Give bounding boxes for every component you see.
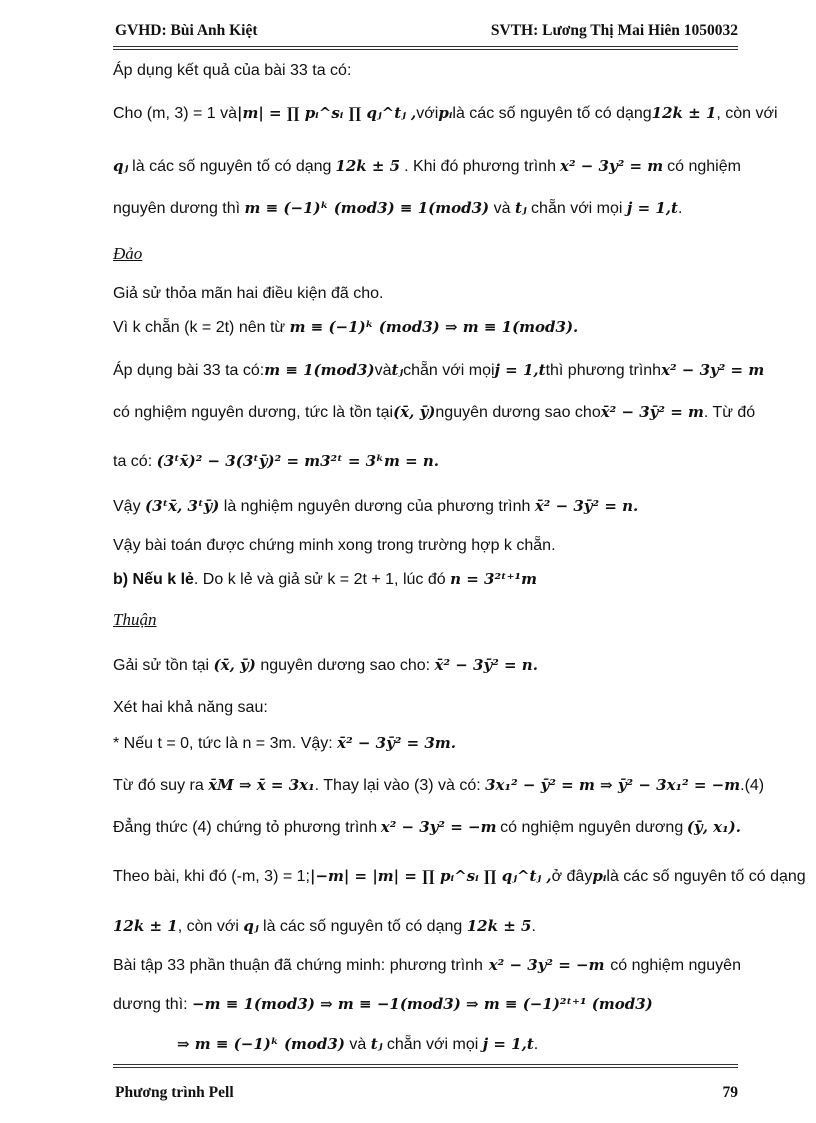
- formula: 3x₁² − ȳ² = m ⇒ ȳ² − 3x₁² = −m: [485, 776, 741, 794]
- formula: −m ≡ 1(mod3) ⇒ m ≡ −1(mod3) ⇒ m ≡ (−1)²ᵗ⁺¹ (mod3): [192, 995, 653, 1013]
- formula: (ȳ, x₁).: [686, 818, 741, 836]
- formula: |m| = ∏ pᵢ^sᵢ ∏ qⱼ^tⱼ ,: [237, 104, 417, 122]
- formula: 12k ± 1: [113, 917, 178, 935]
- formula: x̄² − 3ȳ² = m: [600, 403, 704, 421]
- text-line: Vì k chẵn (k = 2t) nên từ m ≡ (−1)ᵏ (mod3) ⇒ m ≡ 1(mod3).: [113, 318, 579, 336]
- text-line: ⇒ m ≡ (−1)ᵏ (mod3) và tⱼ chẵn với mọi j = 1,t.: [177, 1035, 539, 1053]
- formula: pᵢ: [592, 867, 607, 885]
- text-line: Cho (m, 3) = 1 và |m| = ∏ pᵢ^sᵢ ∏ qⱼ^tⱼ , với pᵢ là các số nguyên tố có dạng 12k ± 1 , còn với: [113, 104, 778, 122]
- formula: (3ᵗx̄, 3ᵗȳ): [145, 497, 220, 515]
- formula: (3ᵗx̄)² − 3(3ᵗȳ)² = m3²ᵗ = 3ᵏm = n.: [156, 452, 439, 470]
- formula: x² − 3y² = −m: [488, 956, 605, 974]
- formula: n = 3²ᵗ⁺¹m: [450, 570, 537, 588]
- header-advisor: GVHD: Bùi Anh Kiệt: [115, 22, 258, 39]
- formula: tⱼ: [391, 361, 404, 379]
- text-line: Đẳng thức (4) chứng tỏ phương trình x² − 3y² = −m có nghiệm nguyên dương (ȳ, x₁).: [113, 818, 741, 836]
- text-line: Theo bài, khi đó (-m, 3) = 1; |−m| = |m| = ∏ pᵢ^sᵢ ∏ qⱼ^tⱼ , ở đây pᵢ là các số nguyên tố có dạng: [113, 867, 806, 885]
- text-line: nguyên dương thì m ≡ (−1)ᵏ (mod3) ≡ 1(mod3) và tⱼ chẵn với mọi j = 1,t.: [113, 199, 683, 217]
- page-number: 79: [722, 1084, 738, 1101]
- text-line: 12k ± 1, còn với qⱼ là các số nguyên tố có dạng 12k ± 5.: [113, 917, 536, 935]
- formula: 12k ± 1: [651, 104, 717, 122]
- text-line: Gải sử tồn tại (x̄, ȳ) nguyên dương sao cho: x̄² − 3ȳ² = n.: [113, 656, 538, 674]
- formula: 12k ± 5: [335, 157, 401, 175]
- formula: x̄² − 3ȳ² = n.: [534, 497, 639, 515]
- text-line: có nghiệm nguyên dương, tức là tồn tại (x̄, ȳ) nguyên dương sao cho x̄² − 3ȳ² = m . Từ đó: [113, 403, 756, 421]
- text-line: Xét hai khả năng sau:: [113, 699, 268, 716]
- text-line: ta có: (3ᵗx̄)² − 3(3ᵗȳ)² = m3²ᵗ = 3ᵏm = n.: [113, 452, 439, 470]
- formula: (x̄, ȳ): [213, 656, 256, 674]
- footer-rule-2: [113, 1067, 738, 1068]
- text-line: dương thì: −m ≡ 1(mod3) ⇒ m ≡ −1(mod3) ⇒ m ≡ (−1)²ᵗ⁺¹ (mod3): [113, 995, 653, 1013]
- formula: pᵢ: [438, 104, 453, 122]
- text-line: Vậy (3ᵗx̄, 3ᵗȳ) là nghiệm nguyên dương của phương trình x̄² − 3ȳ² = n.: [113, 497, 639, 515]
- formula: x̄M ⇒ x̄ = 3x₁: [208, 776, 315, 794]
- section-heading: Thuận: [113, 610, 157, 629]
- formula: x̄² − 3ȳ² = n.: [434, 656, 538, 674]
- footer-rule: [113, 1064, 738, 1065]
- footer-title: Phương trình Pell: [115, 1084, 234, 1101]
- header-rule: [113, 46, 738, 47]
- formula: (x̄, ȳ): [393, 403, 436, 421]
- text-line: Giả sử thỏa mãn hai điều kiện đã cho.: [113, 285, 384, 302]
- formula: j = 1,t: [494, 361, 546, 379]
- formula: qⱼ: [113, 157, 129, 175]
- text-line: Áp dụng bài 33 ta có: m ≡ 1(mod3) và tⱼ chẵn với mọi j = 1,t thì phương trình x² − 3y² = m: [113, 361, 765, 379]
- page-header: [113, 20, 738, 46]
- formula: x² − 3y² = m: [661, 361, 765, 379]
- formula: 12k ± 5: [466, 917, 532, 935]
- formula: j = 1,t: [482, 1035, 534, 1053]
- formula: x̄² − 3ȳ² = 3m.: [337, 734, 456, 752]
- formula: tⱼ: [370, 1035, 383, 1053]
- text-line: Áp dụng kết quả của bài 33 ta có:: [113, 62, 352, 79]
- text-line: Từ đó suy ra x̄M ⇒ x̄ = 3x₁. Thay lại vào (3) và có: 3x₁² − ȳ² = m ⇒ ȳ² − 3x₁² = −m.(4): [113, 776, 765, 794]
- case-label: b) Nếu k lẻ: [113, 571, 194, 588]
- formula: ⇒ m ≡ (−1)ᵏ (mod3): [177, 1035, 345, 1053]
- formula: m ≡ (−1)ᵏ (mod3) ≡ 1(mod3): [244, 199, 490, 217]
- text-line: Bài tập 33 phần thuận đã chứng minh: phương trình x² − 3y² = −m có nghiệm nguyên: [113, 956, 741, 974]
- formula: m ≡ (−1)ᵏ (mod3) ⇒ m ≡ 1(mod3).: [289, 318, 579, 336]
- formula: j = 1,t: [626, 199, 678, 217]
- formula: tⱼ: [514, 199, 527, 217]
- formula: |−m| = |m| = ∏ pᵢ^sᵢ ∏ qⱼ^tⱼ ,: [309, 867, 552, 885]
- formula: m ≡ 1(mod3): [264, 361, 375, 379]
- formula: x² − 3y² = −m: [380, 818, 497, 836]
- formula: x² − 3y² = m: [560, 157, 664, 175]
- section-heading: Đảo: [113, 244, 143, 263]
- header-student: SVTH: Lương Thị Mai Hiên 1050032: [490, 22, 738, 39]
- text-line: Vậy bài toán được chứng minh xong trong trường hợp k chẵn.: [113, 537, 556, 554]
- text-line: b) Nếu k lẻ. Do k lẻ và giả sử k = 2t + 1, lúc đó n = 3²ᵗ⁺¹m: [113, 570, 537, 588]
- text-line: qⱼ là các số nguyên tố có dạng 12k ± 5 . Khi đó phương trình x² − 3y² = m có nghiệm: [113, 157, 741, 175]
- text-line: * Nếu t = 0, tức là n = 3m. Vậy: x̄² − 3ȳ² = 3m.: [113, 734, 456, 752]
- header-rule-2: [113, 49, 738, 50]
- formula: qⱼ: [243, 917, 259, 935]
